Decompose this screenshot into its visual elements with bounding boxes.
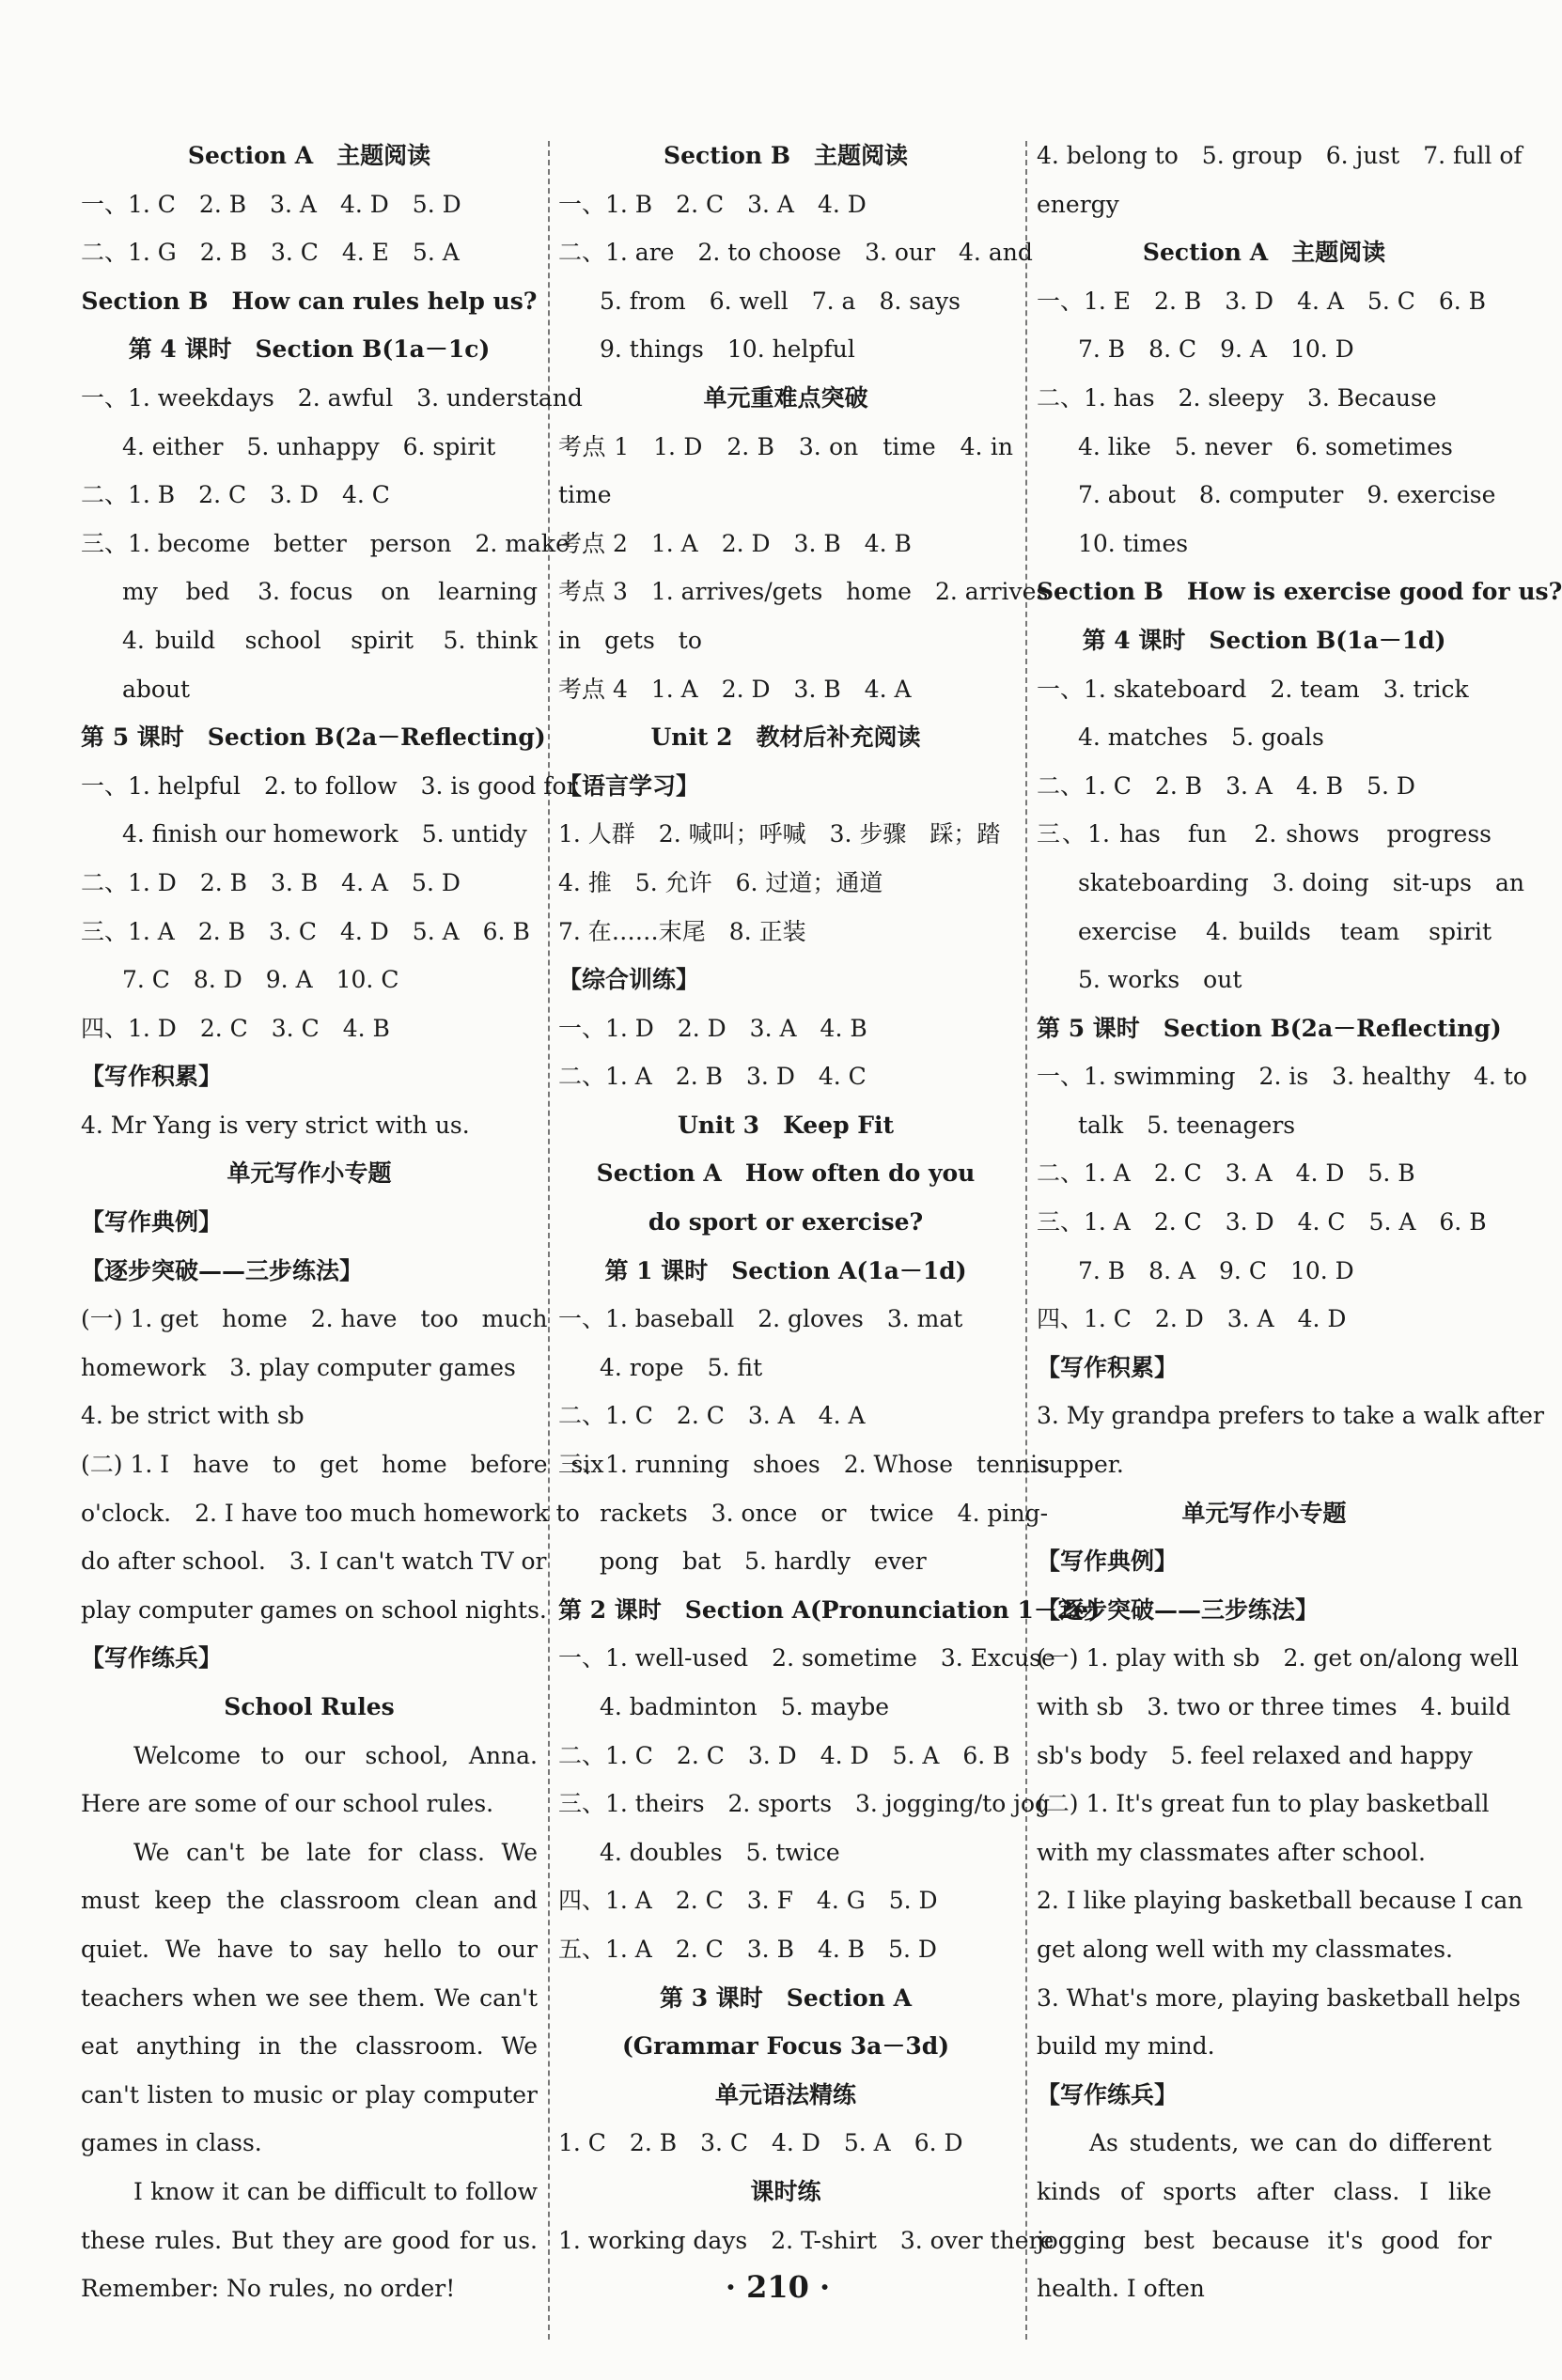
section-heading: Section A 主题阅读 [187,142,431,169]
answer-line: 一、1. B 2. C 3. A 4. D [558,190,867,218]
essay-paragraph: We can't be late for class. We must keep the classroom clean and quiet. We have to say hello to our teachers when we see them. We can't eat anything in the classroom. We can't listen to music or play computer games in class. [81,1838,538,2157]
answer-line: pong bat 5. hardly ever [600,1548,927,1576]
answer-line: rackets 3. once or twice 4. ping- [600,1499,1049,1527]
answer-line: exercise 4. builds team spirit [1078,917,1492,945]
answer-line: 二、1. C 2. C 3. A 4. A [558,1402,866,1430]
answer-line: o'clock. 2. I have too much homework to [81,1499,580,1527]
section-heading: 课时练 [750,2177,821,2205]
answer-line: 三、1. A 2. C 3. D 4. C 5. A 6. B [1037,1208,1487,1237]
answer-line: 二、1. C 2. C 3. D 4. D 5. A 6. B [558,1741,1010,1769]
answer-line: 2. I like playing basketball because I can [1037,1887,1523,1915]
answer-line: 三、1. has fun 2. shows progress [1037,820,1492,848]
answer-line: my bed 3. focus on learning [122,578,538,606]
answer-line: 四、1. C 2. D 3. A 4. D [1037,1305,1347,1333]
answer-line: 三、1. become better person 2. make [81,529,570,557]
bracket-heading: 【写作积累】 [81,1063,223,1091]
answer-line: 五、1. A 2. C 3. B 4. B 5. D [558,1935,937,1963]
answer-line: with my classmates after school. [1037,1838,1426,1866]
bracket-heading: 【写作典例】 [1037,1548,1179,1576]
essay-paragraph: Welcome to our school, Anna. Here are some of our school rules. [81,1741,538,1818]
answer-line: 4. doubles 5. twice [600,1838,840,1866]
answer-line: 5. from 6. well 7. a 8. says [600,287,961,315]
answer-line: skateboarding 3. doing sit-ups an [1078,868,1524,896]
section-heading: 单元语法精练 [714,2080,856,2108]
answer-column-3 [1037,132,1562,2313]
answer-line: 二、1. D 2. B 3. B 4. A 5. D [81,868,461,896]
section-heading: Unit 2 教材后补充阅读 [650,723,921,752]
answer-line: do after school. 3. I can't watch TV or [81,1548,547,1576]
bracket-heading: 【逐步突破——三步练法】 [81,1256,364,1284]
bracket-heading: 【语言学习】 [558,771,700,800]
bracket-heading: 【逐步突破——三步练法】 [1037,1595,1320,1624]
answer-line: 4. finish our homework 5. untidy [122,820,527,848]
page-number: · 210 · [725,2269,831,2305]
answer-line: 四、1. D 2. C 3. C 4. B [81,1014,390,1042]
answer-line: 考点 2 1. A 2. D 3. B 4. B [558,529,912,557]
answer-line: 4. either 5. unhappy 6. spirit [122,432,496,460]
lesson-heading: 第 4 课时 Section B(1a－1c) [128,335,491,364]
answer-line: 7. B 8. C 9. A 10. D [1078,335,1354,364]
bracket-heading: 【写作典例】 [81,1208,223,1237]
answer-line: play computer games on school nights. [81,1595,547,1624]
answer-line: 一、1. swimming 2. is 3. healthy 4. to [1037,1063,1527,1091]
answer-line: in gets to [558,626,702,654]
answer-line: (一) 1. get home 2. have too much [81,1305,548,1333]
section-heading: Section B 主题阅读 [664,142,908,169]
answer-line: 4. matches 5. goals [1078,723,1324,752]
bracket-heading: 【写作练兵】 [81,1644,223,1672]
answer-line: 4. Mr Yang is very strict with us. [81,1111,470,1139]
answer-line: talk 5. teenagers [1078,1111,1296,1139]
answer-line: (二) 1. It's great fun to play basketball [1037,1790,1490,1818]
lesson-heading: 第 4 课时 Section B(1a－1d) [1082,626,1446,654]
lesson-heading: (Grammar Focus 3a－3d) [621,2032,950,2061]
answer-line: 4. badminton 5. maybe [600,1693,890,1720]
answer-line: (二) 1. I have to get home before six [81,1451,604,1479]
answer-line: 1. working days 2. T-shirt 3. over there [558,2226,1054,2254]
answer-line: build my mind. [1037,2032,1215,2061]
answer-line: 7. C 8. D 9. A 10. C [122,966,399,994]
answer-line: 4. 推 5. 允许 6. 过道；通道 [558,868,883,896]
section-heading: Section B How can rules help us? [81,287,538,315]
lesson-heading: 第 3 课时 Section A [660,1983,912,2012]
answer-line: 一、1. E 2. B 3. D 4. A 5. C 6. B [1037,287,1487,315]
answer-line: 5. works out [1078,966,1242,994]
answer-line: homework 3. play computer games [81,1353,516,1381]
answer-line: 一、1. skateboard 2. team 3. trick [1037,675,1469,703]
answer-line: 1. C 2. B 3. C 4. D 5. A 6. D [558,2129,963,2157]
answer-line: 二、1. B 2. C 3. D 4. C [81,481,390,509]
answer-line: 4. build school spirit 5. think [122,626,538,654]
answer-line: get along well with my classmates. [1037,1935,1453,1963]
bracket-heading: 【写作练兵】 [1037,2080,1179,2108]
answer-line: 7. B 8. A 9. C 10. D [1078,1256,1354,1284]
answer-line: 一、1. weekdays 2. awful 3. understand [81,383,583,412]
section-heading: Section B How is exercise good for us? [1037,578,1562,606]
answer-line: 3. What's more, playing basketball helps [1037,1983,1521,2012]
answer-line: about [122,675,191,703]
answer-line: 4. like 5. never 6. sometimes [1078,432,1453,460]
answer-line: 3. My grandpa prefers to take a walk after [1037,1402,1544,1430]
bracket-heading: 【综合训练】 [558,966,700,994]
answer-line: 7. 在……末尾 8. 正装 [558,917,806,945]
answer-line: 三、1. theirs 2. sports 3. jogging/to jog [558,1790,1051,1818]
answer-line: time [558,481,612,509]
lesson-heading: 第 5 课时 Section B(2a－Reflecting) [81,723,546,752]
section-heading: 单元写作小专题 [226,1159,392,1188]
answer-line: 7. about 8. computer 9. exercise [1078,481,1496,509]
answer-line: 二、1. G 2. B 3. C 4. E 5. A [81,239,460,267]
answer-line: 考点 4 1. A 2. D 3. B 4. A [558,675,912,703]
answer-line: energy [1037,190,1119,218]
column-divider-2 [1025,141,1027,2340]
unit-heading: Unit 3 Keep Fit [677,1111,895,1139]
answer-line: 考点 1 1. D 2. B 3. on time 4. in [558,432,1013,460]
answer-line: 4. be strict with sb [81,1402,305,1430]
answer-line: 四、1. A 2. C 3. F 4. G 5. D [558,1887,938,1915]
lesson-heading: 第 2 课时 Section A(Pronunciation 1－2e) [558,1595,1101,1624]
section-heading: Section A How often do you [596,1159,976,1188]
lesson-heading: 第 5 课时 Section B(2a－Reflecting) [1037,1014,1502,1042]
answer-line: 三、1. running shoes 2. Whose tennis [558,1451,1050,1479]
answer-line: 二、1. A 2. C 3. A 4. D 5. B [1037,1159,1415,1188]
answer-line: 二、1. has 2. sleepy 3. Because [1037,383,1437,412]
answer-line: 一、1. helpful 2. to follow 3. is good for [81,771,578,800]
answer-line: 考点 3 1. arrives/gets home 2. arrives [558,578,1049,606]
answer-line: 9. things 10. helpful [600,335,855,364]
answer-line: 一、1. baseball 2. gloves 3. mat [558,1305,963,1333]
answer-line: 一、1. D 2. D 3. A 4. B [558,1014,867,1042]
answer-line: supper. [1037,1451,1124,1479]
answer-line: 三、1. A 2. B 3. C 4. D 5. A 6. B [81,917,530,945]
answer-line: sb's body 5. feel relaxed and happy [1037,1741,1473,1769]
answer-line: 4. rope 5. fit [600,1353,763,1381]
essay-title: School Rules [224,1693,395,1720]
section-heading: 单元重难点突破 [703,383,868,412]
answer-line: 二、1. C 2. B 3. A 4. B 5. D [1037,771,1415,800]
answer-line: 10. times [1078,529,1189,557]
answer-line: 1. 人群 2. 喊叫；呼喊 3. 步骤 踩；踏 [558,820,1001,848]
section-heading: do sport or exercise? [648,1208,924,1237]
lesson-heading: 第 1 课时 Section A(1a－1d) [604,1256,967,1284]
answer-line: 一、1. well-used 2. sometime 3. Excuse [558,1644,1055,1672]
answer-line: 4. belong to 5. group 6. just 7. full of [1037,142,1523,169]
answer-line: (一) 1. play with sb 2. get on/along well [1037,1644,1519,1672]
section-heading: 单元写作小专题 [1181,1499,1347,1527]
answer-line: 二、1. are 2. to choose 3. our 4. and [558,239,1033,267]
section-heading: Section A 主题阅读 [1142,239,1386,267]
answer-line: 二、1. A 2. B 3. D 4. C [558,1063,867,1091]
answer-line: 一、1. C 2. B 3. A 4. D 5. D [81,190,461,218]
essay-paragraph: I know it can be difficult to follow these rules. But they are good for us. Remember: No rules, no order! [81,2177,538,2303]
column-divider-1 [548,141,550,2340]
answer-line: with sb 3. two or three times 4. build [1037,1693,1511,1720]
bracket-heading: 【写作积累】 [1037,1353,1179,1381]
essay-paragraph: As students, we can do different kinds of sports after class. I like jogging best because it's good for health. I often [1037,2129,1492,2303]
